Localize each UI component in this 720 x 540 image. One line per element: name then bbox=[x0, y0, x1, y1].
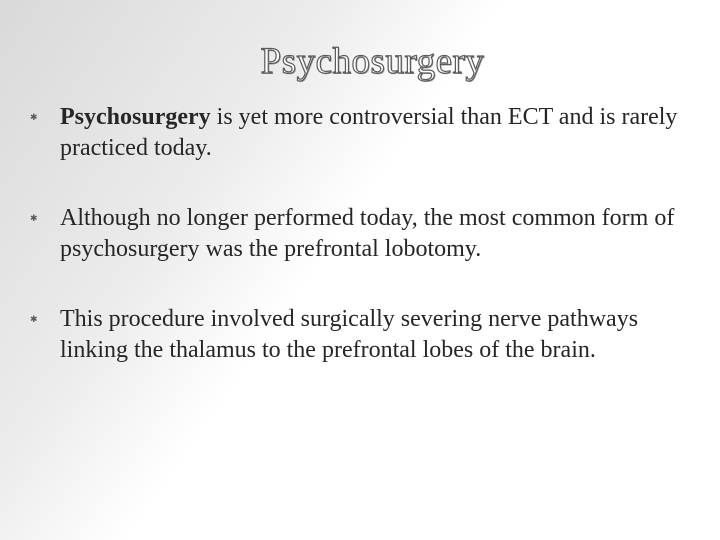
bullet-item bbox=[30, 304, 690, 366]
bullet-marker-icon: ✱ bbox=[30, 214, 38, 224]
bullet-text: Although no longer performed today, the most common form of psychosurgery was the prefrontal lobotomy. bbox=[60, 205, 675, 262]
bullet-emphasis: Psychosurgery bbox=[60, 104, 211, 130]
slide-title: Psychosurgery bbox=[260, 41, 485, 82]
bullet-item bbox=[30, 203, 690, 265]
bullet-marker-icon: ✱ bbox=[30, 113, 38, 123]
bullet-text: This procedure involved surgically severing nerve pathways linking the thalamus to the prefrontal lobes of the brain. bbox=[60, 306, 639, 363]
bullet-text: is yet more controversial than ECT and is rarely practiced today. bbox=[60, 104, 678, 161]
bullet-marker-icon: ✱ bbox=[30, 315, 38, 325]
bullet-item bbox=[30, 102, 690, 164]
bullet-list bbox=[30, 102, 690, 366]
